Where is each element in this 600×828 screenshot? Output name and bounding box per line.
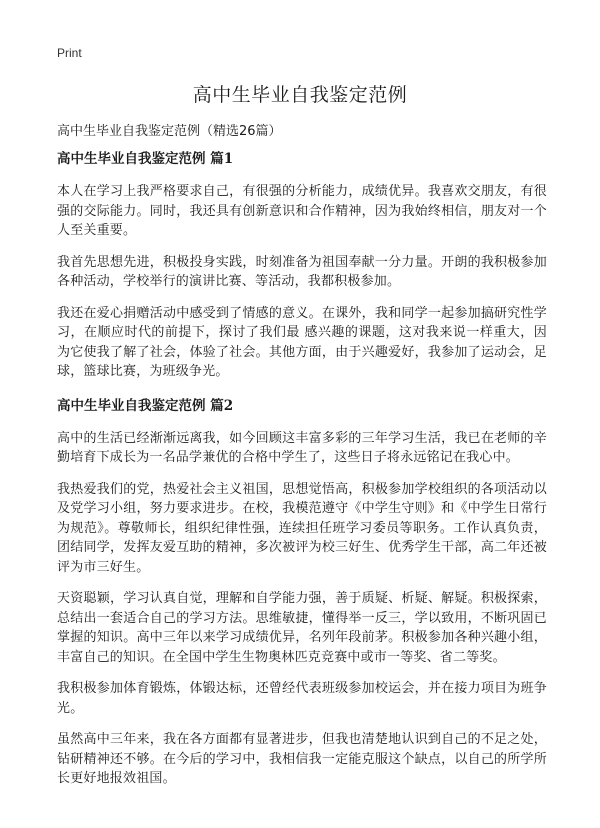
document-subtitle: 高中生毕业自我鉴定范例（精选26篇） — [57, 124, 282, 139]
paragraph: 天资聪颖，学习认真自觉，理解和自学能力强，善于质疑、析疑、解疑。积极探索，总结出一套适合自己的学习方法。思维敏捷，懂得举一反三，学以致用，不断巩固已掌握的知识。高中三年以来学习成绩优异，名列年段前茅。积极参加各种兴趣小组，丰富自己的知识。在全国中学生生物奥林匹克竞赛中或市一等奖、省二等奖。 — [57, 591, 547, 665]
section-heading: 高中生毕业自我鉴定范例 篇1 — [57, 151, 234, 167]
print-link[interactable]: Print — [57, 46, 82, 60]
paragraph: 我热爱我们的党，热爱社会主义祖国，思想觉悟高，积极参加学校组织的各项活动以及党学习小组，努力要求进步。在校，我模范遵守《中学生守则》和《中学生日常行为规范》。尊敬师长，组织纪律性强，连续担任班学习委员等职务。工作认真负责，团结同学，发挥友爱互助的精神，多次被评为校三好生、优秀学生干部，高二年还被评为市三好生。 — [57, 481, 547, 575]
paragraph: 虽然高中三年来，我在各方面都有显著进步，但我也清楚地认识到自己的不足之处，钻研精神还不够。在今后的学习中，我相信我一定能克服这个缺点，以自己的所学所长更好地报效祖国。 — [57, 732, 547, 786]
paragraph: 我还在爱心捐赠活动中感受到了情感的意义。在课外，我和同学一起参加搞研究性学习，在顺应时代的前提下，探讨了我们最 感兴趣的课题，这对我来说一样重大，因为它使我了解了社会，体验了社会。其他方面，由于兴趣爱好，我参加了运动会，足球，篮球比赛，为班级争光。 — [57, 305, 547, 379]
document-body — [57, 149, 547, 801]
paragraph: 我首先思想先进，积极投身实践，时刻准备为祖国奉献一分力量。开朗的我积极参加各种活动，学校举行的演讲比赛、等活动，我都积极参加。 — [57, 254, 547, 289]
paragraph: 本人在学习上我严格要求自己，有很强的分析能力，成绩优异。我喜欢交朋友，有很强的交际能力。同时，我还具有创新意识和合作精神，因为我始终相信，朋友对一个人至关重要。 — [57, 184, 547, 238]
paragraph: 高中的生活已经渐渐远离我，如今回顾这丰富多彩的三年学习生活，我已在老师的辛勤培育下成长为一名品学兼优的合格中学生了，这些日子将永远铭记在我心中。 — [57, 430, 547, 465]
section-heading: 高中生毕业自我鉴定范例 篇2 — [57, 397, 234, 414]
paragraph: 我积极参加体育锻炼，体锻达标，还曾经代表班级参加校运会，并在接力项目为班争光。 — [57, 681, 547, 716]
page-title: 高中生毕业自我鉴定范例 — [192, 84, 408, 106]
